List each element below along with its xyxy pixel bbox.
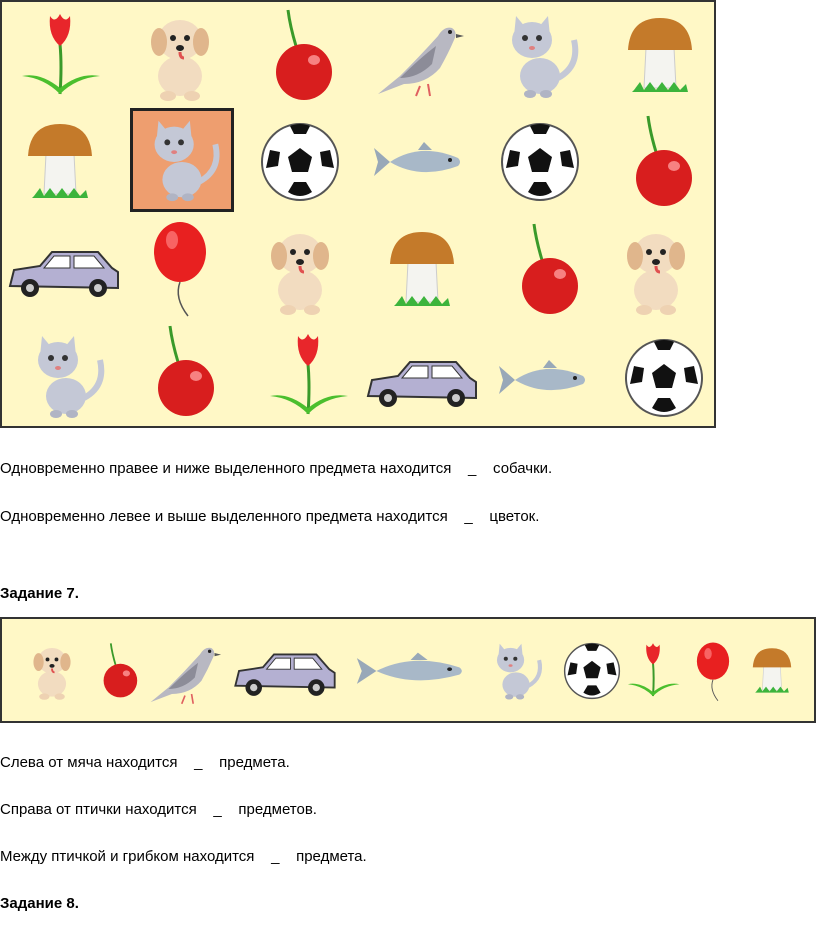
cat-icon	[490, 6, 590, 106]
task6-question-dogs: Одновременно правее и ниже выделенного предмета находится _ собачки.	[0, 460, 553, 477]
grid-cell-ball	[490, 112, 590, 212]
balloon-icon	[682, 625, 744, 717]
fish-icon	[370, 112, 470, 212]
fish-icon	[490, 330, 600, 430]
grid-cell-cat	[490, 6, 590, 106]
strip-item-cherry	[88, 625, 148, 717]
cherry-icon	[250, 6, 350, 106]
mushroom-icon	[742, 625, 802, 717]
cherry-icon	[132, 322, 232, 422]
grid-cell-balloon	[130, 218, 230, 318]
grid-cell-fish	[490, 330, 600, 430]
tulip-icon	[620, 625, 686, 717]
grid-cell-dog	[130, 6, 230, 106]
task7-question-ball: Слева от мяча находится _ предмета.	[0, 754, 290, 771]
grid-cell-mushroom	[372, 220, 472, 320]
task6-question-flower: Одновременно левее и выше выделенного предмета находится _ цветок.	[0, 508, 540, 525]
grid-cell-fish	[370, 112, 470, 212]
balloon-icon	[130, 218, 230, 318]
grid-cell-cherry	[132, 322, 232, 422]
grid-cell-tulip	[258, 326, 358, 426]
task7-question-bird: Справа от птички находится _ предметов.	[0, 801, 317, 818]
strip-item-fish	[352, 625, 474, 717]
cherry-icon	[88, 625, 148, 717]
strip-item-car	[226, 625, 344, 717]
cherry-icon	[610, 112, 710, 212]
grid-cell-cherry	[250, 6, 350, 106]
grid-cell-car	[364, 330, 480, 430]
strip-item-mushroom	[742, 625, 802, 717]
grid-cell-tulip	[10, 6, 110, 106]
dog-icon	[250, 220, 350, 320]
strip-item-cat	[482, 625, 550, 717]
dog-icon	[606, 220, 706, 320]
cat-icon	[16, 326, 116, 426]
grid-cell-cat-selected	[130, 108, 234, 212]
strip-item-ball	[556, 625, 628, 717]
dog-icon	[130, 6, 230, 106]
task7-heading: Задание 7.	[0, 585, 79, 602]
grid-cell-cherry	[610, 112, 710, 212]
mushroom-icon	[10, 112, 110, 212]
grid-cell-mushroom	[10, 112, 110, 212]
grid-cell-cat	[16, 326, 116, 426]
mushroom-icon	[372, 220, 472, 320]
cherry-icon	[496, 220, 596, 320]
strip-item-tulip	[620, 625, 686, 717]
dog-icon	[20, 625, 84, 717]
grid-cell-dog	[250, 220, 350, 320]
tulip-icon	[258, 326, 358, 426]
task7-question-between: Между птичкой и грибком находится _ предмета.	[0, 848, 367, 865]
fish-icon	[352, 625, 474, 717]
grid-cell-ball	[614, 328, 714, 428]
grid-cell-pigeon	[370, 6, 470, 106]
strip-item-balloon	[682, 625, 744, 717]
pigeon-icon	[370, 6, 470, 106]
strip-item-pigeon	[144, 625, 226, 717]
picture-strip	[0, 617, 816, 723]
grid-cell-mushroom	[610, 6, 710, 106]
grid-cell-dog	[606, 220, 706, 320]
ball-icon	[250, 112, 350, 212]
grid-cell-car	[6, 220, 122, 320]
car-icon	[364, 330, 480, 430]
grid-cell-cherry	[496, 220, 596, 320]
strip-item-dog	[20, 625, 84, 717]
mushroom-icon	[610, 6, 710, 106]
pigeon-icon	[144, 625, 226, 717]
task8-heading: Задание 8.	[0, 895, 79, 912]
ball-icon	[490, 112, 590, 212]
cat-icon	[482, 625, 550, 717]
ball-icon	[614, 328, 714, 428]
car-icon	[6, 220, 122, 320]
picture-grid	[0, 0, 716, 428]
car-icon	[226, 625, 344, 717]
cat-icon	[133, 111, 231, 209]
grid-cell-ball	[250, 112, 350, 212]
ball-icon	[556, 625, 628, 717]
tulip-icon	[10, 6, 110, 106]
